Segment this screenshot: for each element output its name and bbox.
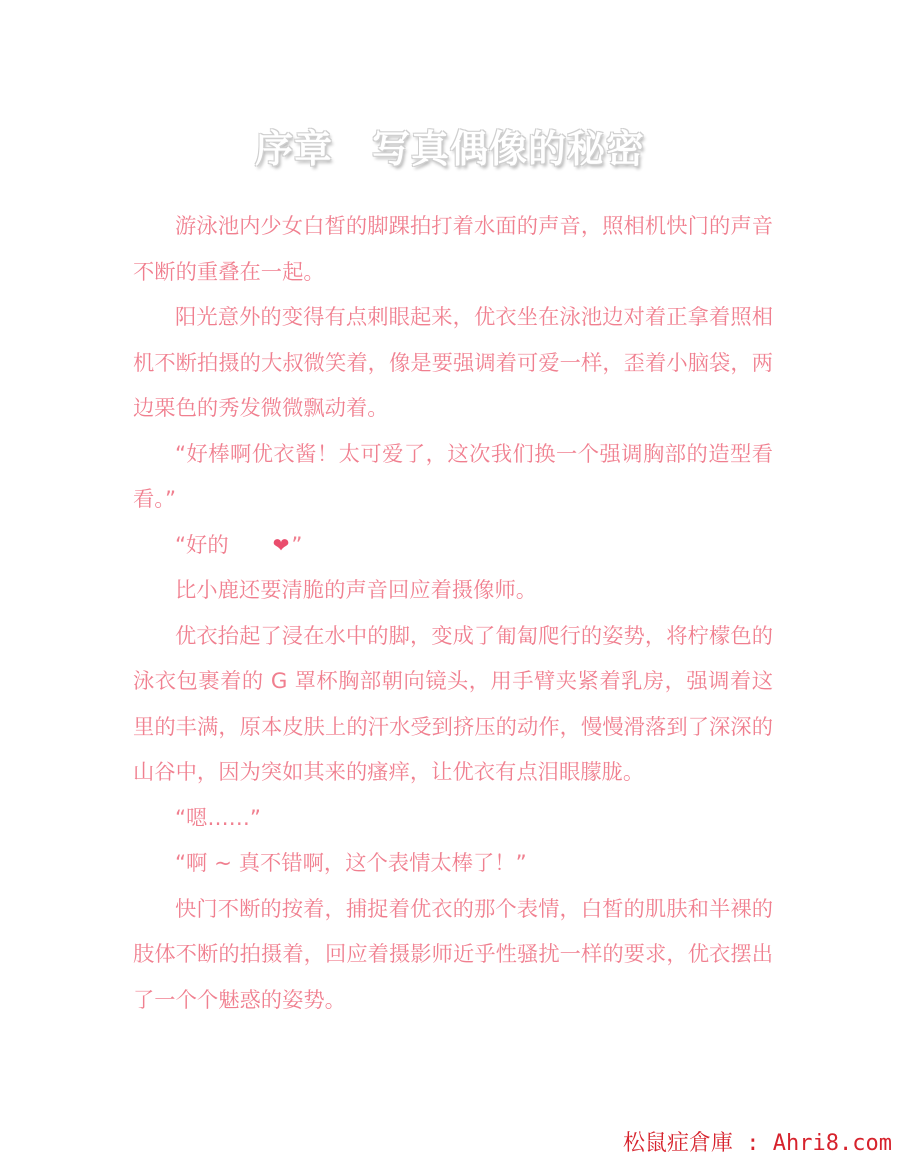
paragraph: 游泳池内少女白皙的脚踝拍打着水面的声音，照相机快门的声音不断的重叠在一起。 <box>133 214 773 285</box>
paragraph: 阳光意外的变得有点刺眼起来，优衣坐在泳池边对着正拿着照相机不断拍摄的大叔微笑着，像是要强调着可爱一样，歪着小脑袋，两边栗色的秀发微微飘动着。 <box>133 305 773 421</box>
chapter-title: 序章 写真偶像的秘密 <box>254 127 645 171</box>
paragraph-with-heart <box>133 523 773 569</box>
dialogue-text: “好的 <box>175 532 229 558</box>
paragraph: “啊 ~ 真不错啊，这个表情太棒了！” <box>175 851 527 876</box>
paragraph: 快门不断的按着，捕捉着优衣的那个表情，白皙的肌肤和半裸的肢体不断的拍摄着，回应着摄影师近乎性骚扰一样的要求，优衣摆出了一个个魅惑的姿势。 <box>133 896 773 1013</box>
heart-icon: ❤ <box>272 532 290 557</box>
body-text <box>133 204 773 1023</box>
paragraph: “好棒啊优衣酱！太可爱了，这次我们换一个强调胸部的造型看看。” <box>133 441 773 512</box>
paragraph: “嗯……” <box>175 805 261 831</box>
paragraph: 优衣抬起了浸在水中的脚，变成了匍匐爬行的姿势，将柠檬色的泳衣包裹着的 G 罩杯胸部朝向镜头，用手臂夹紧着乳房，强调着这里的丰满，原本皮肤上的汗水受到挤压的动作，慢慢滑落到了深深的山谷中，因为突如其来的瘙痒，让优衣有点泪眼朦胧。 <box>133 623 773 785</box>
paragraph: 比小鹿还要清脆的声音回应着摄像师。 <box>175 578 538 603</box>
watermark: 松鼠症倉庫 : Ahri8.com <box>623 1131 892 1156</box>
dialogue-close-quote: ” <box>291 532 303 558</box>
